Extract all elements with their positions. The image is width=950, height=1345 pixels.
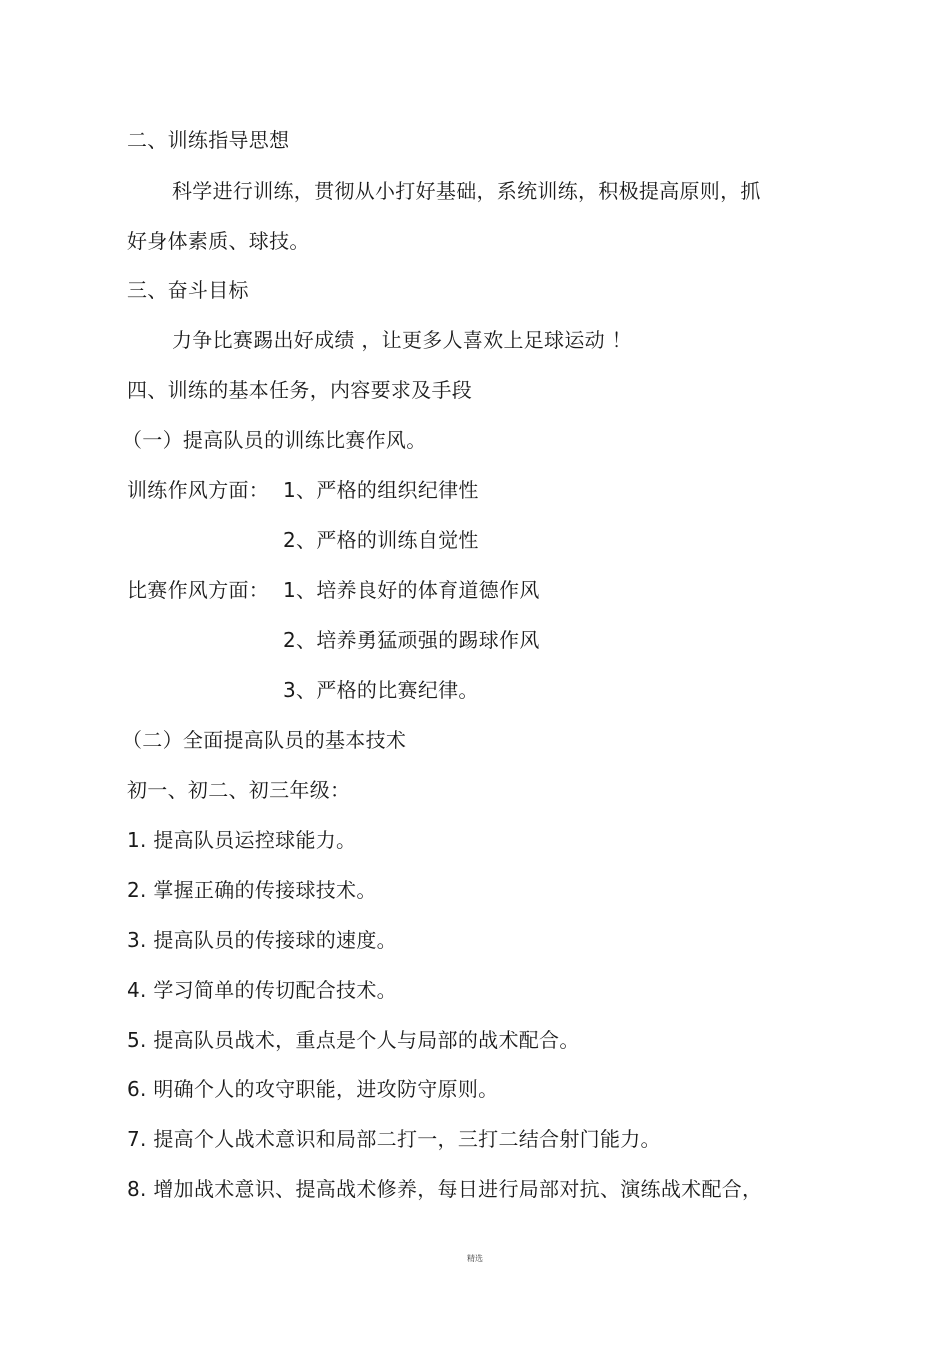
list-item: 6. 明确个人的攻守职能，进攻防守原则。 [127,1077,499,1101]
paragraph-goals-text: 力争比赛踢出好成绩 ，让更多人喜欢上足球运动 ！ [172,328,632,352]
match-style-item-3: 3、严格的比赛纪律。 [283,678,479,702]
paragraph-guidance-text-cont: 好身体素质、球技。 [127,229,310,253]
list-item: 2. 掌握正确的传接球技术。 [127,878,377,902]
paragraph-guidance-text: 科学进行训练，贯彻从小打好基础，系统训练，积极提高原则，抓 [172,179,761,203]
list-item: 3. 提高队员的传接球的速度。 [127,928,397,952]
list-item: 7. 提高个人战术意识和局部二打一，三打二结合射门能力。 [127,1127,661,1151]
match-style-item-1: 1、培养良好的体育道德作风 [283,578,540,602]
match-style-row [127,576,540,604]
list-item: 8. 增加战术意识、提高战术修养，每日进行局部对抗、演练战术配合， [127,1177,763,1201]
training-style-item-1: 1、严格的组织纪律性 [283,478,479,502]
subheading-training-style: （一）提高队员的训练比赛作风。 [122,428,427,452]
page-footer: 精选 [467,1254,483,1263]
training-style-item-2: 2、严格的训练自觉性 [283,528,479,552]
match-style-item-2: 2、培养勇猛顽强的踢球作风 [283,628,540,652]
heading-training-guidance: 二、训练指导思想 [127,128,290,152]
list-item: 4. 学习简单的传切配合技术。 [127,978,397,1002]
grade-levels: 初一、初二、初三年级： [127,778,351,802]
heading-goals: 三、奋斗目标 [127,278,249,302]
heading-basic-tasks: 四、训练的基本任务，内容要求及手段 [127,378,473,402]
match-style-label: 比赛作风方面： [127,578,270,602]
training-style-row [127,476,479,504]
training-style-label: 训练作风方面： [127,478,270,502]
list-item: 1. 提高队员运控球能力。 [127,828,357,852]
subheading-basic-skills: （二）全面提高队员的基本技术 [122,728,407,752]
list-item: 5. 提高队员战术，重点是个人与局部的战术配合。 [127,1028,580,1052]
